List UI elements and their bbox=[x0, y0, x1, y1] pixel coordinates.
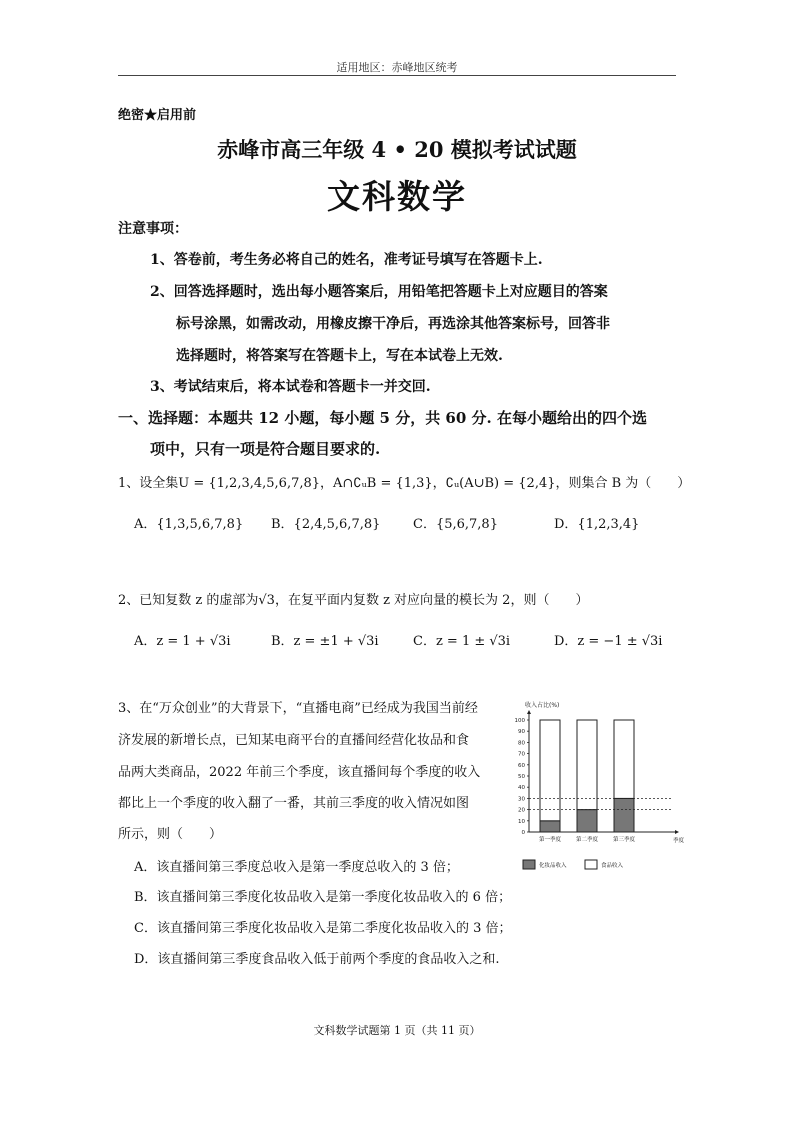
q3-line-1: 3、在“万众创业”的大背景下，“直播电商”已经成为我国当前经 bbox=[118, 701, 478, 716]
header-rule bbox=[118, 75, 676, 76]
y-tick-label: 0 bbox=[521, 830, 525, 836]
notice-item-2-cont2: 选择题时，将答案写在答题卡上，写在本试卷上无效. bbox=[176, 348, 503, 364]
notice-item-3: 3、考试结束后，将本试卷和答题卡一并交回. bbox=[150, 379, 431, 395]
legend-label: 化妆品收入 bbox=[539, 863, 567, 869]
legend-swatch bbox=[585, 860, 597, 869]
q3-line-3: 品两大类商品，2022 年前三个季度，该直播间每个季度的收入 bbox=[118, 765, 481, 780]
income-chart bbox=[505, 695, 685, 880]
x-axis-arrow bbox=[675, 830, 679, 834]
y-tick-label: 40 bbox=[518, 785, 525, 792]
q2-option-d: D．z = −1 ± √3i bbox=[554, 634, 663, 649]
q1-option-b: B．{2,4,5,6,7,8} bbox=[271, 517, 381, 532]
y-tick-label: 20 bbox=[518, 807, 525, 814]
y-tick-label: 50 bbox=[518, 774, 525, 780]
notice-item-2: 2、回答选择题时，选出每小题答案后，用铅笔把答题卡上对应题目的答案 bbox=[150, 284, 608, 300]
bar-food bbox=[577, 720, 597, 810]
x-tick-label: 第二季度 bbox=[575, 837, 599, 843]
y-tick-label: 10 bbox=[518, 818, 525, 825]
q3-option-d: D．该直播间第三季度食品收入低于前两个季度的食品收入之和. bbox=[134, 952, 500, 967]
section-heading: 一、选择题：本题共 12 小题，每小题 5 分，共 60 分. 在每小题给出的四个选 bbox=[118, 409, 647, 427]
legend-swatch bbox=[523, 860, 535, 869]
q3-option-b: B．该直播间第三季度化妆品收入是第一季度化妆品收入的 6 倍； bbox=[134, 890, 512, 905]
region-header: 适用地区：赤峰地区统考 bbox=[336, 61, 458, 74]
q3-line-5: 所示，则（ ） bbox=[118, 827, 223, 842]
q1-option-c: C．{5,6,7,8} bbox=[413, 517, 498, 532]
secret-label: 绝密★启用前 bbox=[118, 108, 197, 123]
notice-item-1: 1、答卷前，考生务必将自己的姓名，准考证号填写在答题卡上. bbox=[150, 252, 543, 268]
y-tick-label: 70 bbox=[518, 751, 525, 758]
section-heading-cont: 项中，只有一项是符合题目要求的. bbox=[150, 440, 381, 458]
y-tick-label: 80 bbox=[518, 740, 525, 747]
q3-line-2: 济发展的新增长点，已知某电商平台的直播间经营化妆品和食 bbox=[118, 733, 470, 748]
q3-option-a: A．该直播间第三季度总收入是第一季度总收入的 3 倍； bbox=[134, 860, 459, 875]
q2-option-b: B．z = ±1 + √3i bbox=[271, 634, 379, 649]
q1-option-d: D．{1,2,3,4} bbox=[554, 517, 640, 532]
q2-option-a: A．z = 1 + √3i bbox=[134, 634, 231, 649]
notice-item-2-cont: 标号涂黑，如需改动，用橡皮擦干净后，再选涂其他答案标号，回答非 bbox=[176, 316, 610, 332]
bar-food bbox=[540, 720, 560, 821]
notice-heading: 注意事项： bbox=[118, 221, 188, 237]
q1-stem: 1、设全集U = {1,2,3,4,5,6,7,8}，A∩∁ᵤB = {1,3}，∁ᵤ(A∪B) = {2,4}，则集合 B 为（ ） bbox=[118, 476, 691, 491]
q3-option-c: C．该直播间第三季度化妆品收入是第二季度化妆品收入的 3 倍； bbox=[134, 921, 512, 936]
y-axis-label: 收入占比(%) bbox=[525, 702, 560, 709]
q2-option-c: C．z = 1 ± √3i bbox=[413, 634, 511, 649]
legend-label: 食品收入 bbox=[601, 863, 624, 869]
bar-cosmetics bbox=[540, 821, 560, 832]
page-footer: 文科数学试题第 1 页（共 11 页） bbox=[313, 1024, 481, 1037]
exam-subtitle: 文科数学 bbox=[327, 177, 467, 216]
exam-title: 赤峰市高三年级 4 • 20 模拟考试试题 bbox=[217, 137, 577, 162]
y-tick-label: 90 bbox=[518, 729, 525, 736]
y-tick-label: 60 bbox=[518, 762, 525, 769]
bar-food bbox=[614, 720, 634, 798]
y-tick-label: 100 bbox=[514, 718, 525, 724]
x-tick-label: 第一季度 bbox=[538, 837, 562, 843]
x-axis-label: 季度 bbox=[673, 838, 685, 844]
x-tick-label: 第三季度 bbox=[612, 837, 636, 843]
bar-cosmetics bbox=[614, 798, 634, 832]
y-tick-label: 30 bbox=[518, 796, 525, 803]
q1-option-a: A．{1,3,5,6,7,8} bbox=[134, 517, 244, 532]
q2-stem: 2、已知复数 z 的虚部为√3，在复平面内复数 z 对应向量的模长为 2，则（ ） bbox=[118, 593, 589, 608]
y-axis-arrow bbox=[527, 710, 531, 714]
bar-cosmetics bbox=[577, 810, 597, 832]
q3-line-4: 都比上一个季度的收入翻了一番，其前三季度的收入情况如图 bbox=[118, 796, 470, 811]
